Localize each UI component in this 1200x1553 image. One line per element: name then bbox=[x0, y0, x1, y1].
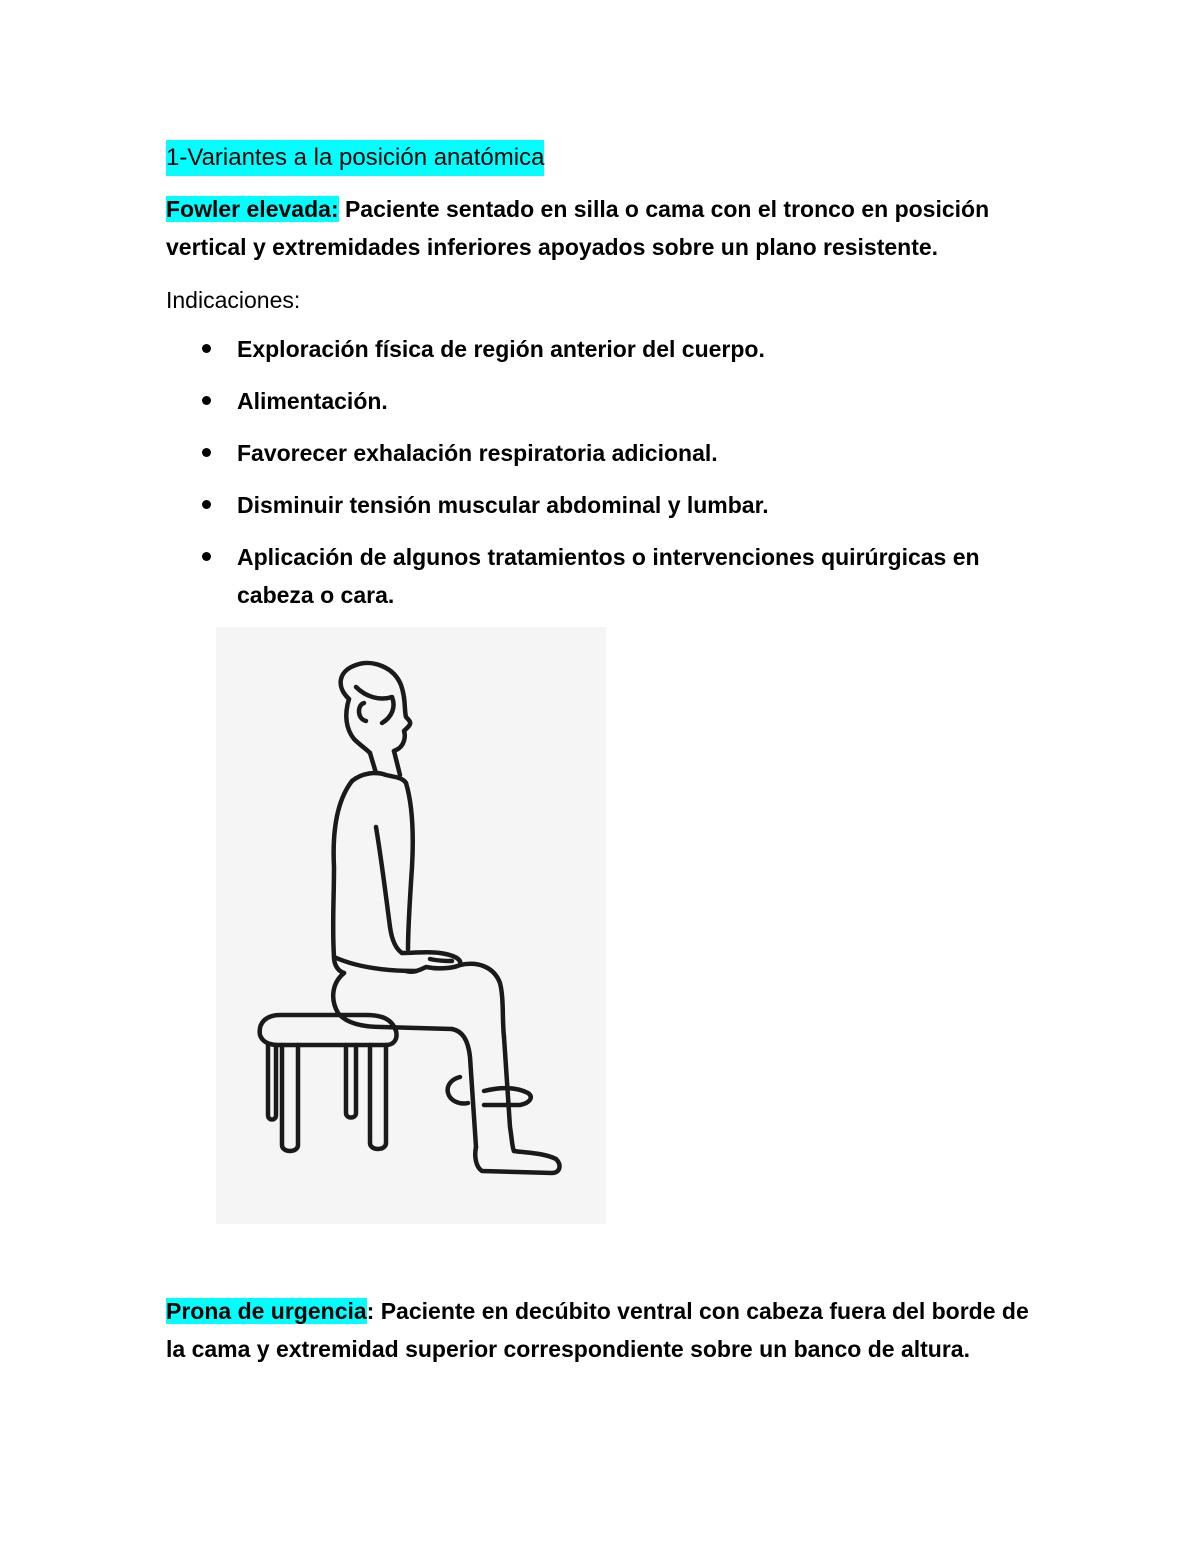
list-item-text: Disminuir tensión muscular abdominal y lumbar. bbox=[237, 492, 769, 518]
bullet-icon bbox=[202, 448, 211, 457]
fowler-description: Paciente sentado en silla o cama con el tronco en posición vertical y extremidades inferiores apoyados sobre un plano resistente. bbox=[166, 196, 990, 260]
bullet-icon bbox=[202, 552, 211, 561]
prona-paragraph bbox=[166, 1292, 1046, 1368]
prona-description: : Paciente en decúbito ventral con cabeza fuera del borde de la cama y extremidad superior correspondiente sobre un banco de altura. bbox=[166, 1298, 1029, 1362]
heading-text: 1-Variantes a la posición anatómica bbox=[166, 140, 544, 176]
list-item-text: Alimentación. bbox=[237, 388, 388, 414]
fowler-paragraph bbox=[166, 190, 1046, 266]
section-heading bbox=[166, 140, 1046, 190]
section-fowler bbox=[166, 140, 1046, 628]
list-item bbox=[166, 330, 1046, 368]
bullet-icon bbox=[202, 396, 211, 405]
indicaciones-list bbox=[166, 330, 1046, 614]
bullet-icon bbox=[202, 500, 211, 509]
section-prona bbox=[166, 1292, 1046, 1384]
seated-person-illustration bbox=[216, 627, 606, 1224]
list-item-text: Exploración física de región anterior del cuerpo. bbox=[237, 336, 765, 362]
list-item bbox=[166, 382, 1046, 420]
list-item bbox=[166, 434, 1046, 472]
list-item bbox=[166, 538, 1046, 614]
fowler-title: Fowler elevada: bbox=[166, 196, 339, 222]
list-item bbox=[166, 486, 1046, 524]
prona-title: Prona de urgencia bbox=[166, 1298, 367, 1324]
list-item-text: Aplicación de algunos tratamientos o intervenciones quirúrgicas en cabeza o cara. bbox=[237, 544, 980, 608]
list-item-text: Favorecer exhalación respiratoria adicional. bbox=[237, 440, 718, 466]
indicaciones-label: Indicaciones: bbox=[166, 287, 301, 313]
bullet-icon bbox=[202, 344, 211, 353]
seated-person-icon bbox=[216, 627, 606, 1224]
